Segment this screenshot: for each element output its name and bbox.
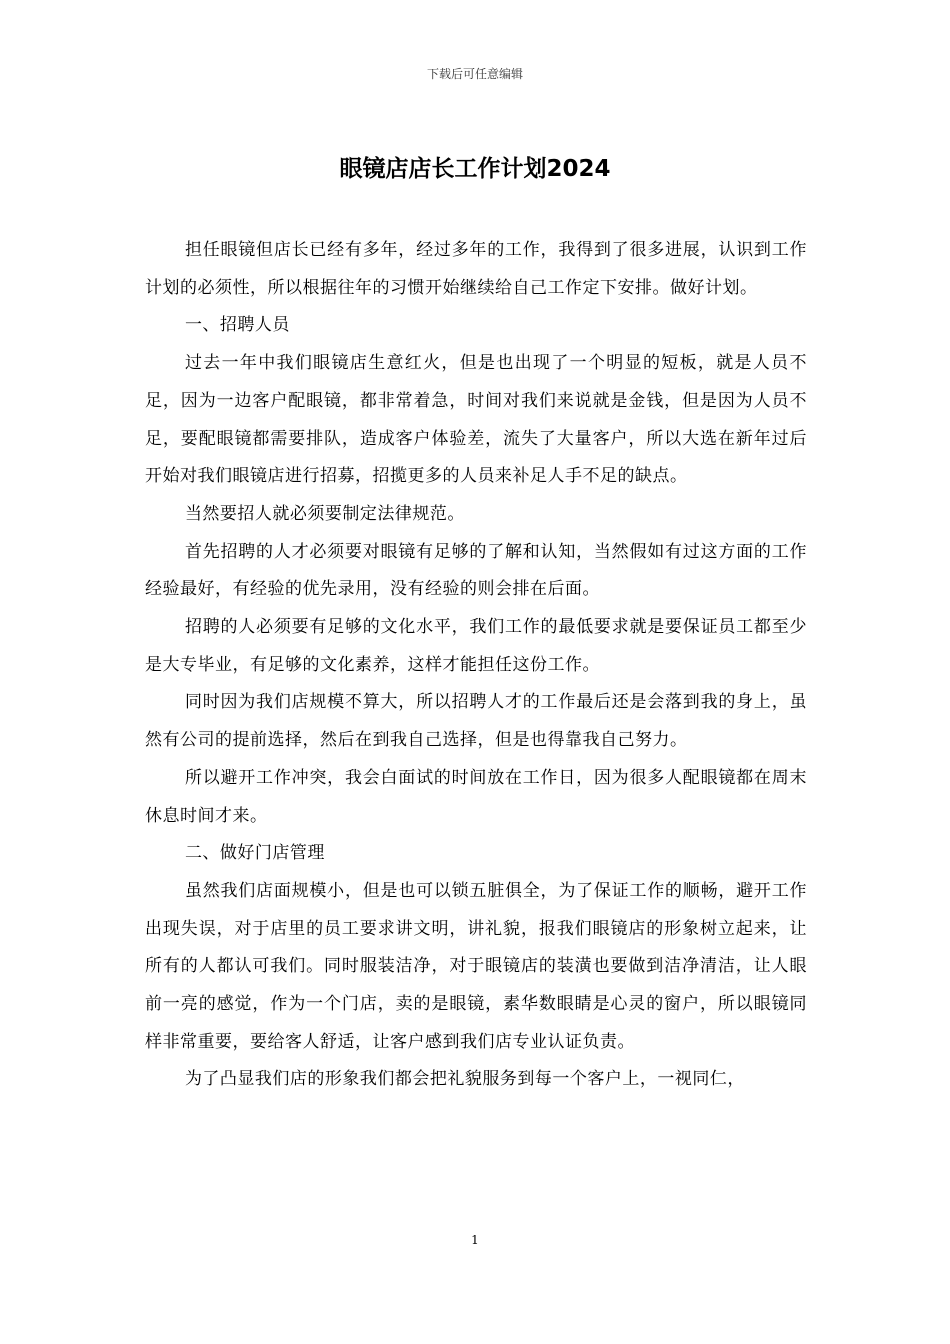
document-title: 眼镜店店长工作计划2024 (339, 156, 611, 182)
paragraph: 同时因为我们店规模不算大，所以招聘人才的工作最后还是会落到我的身上，虽然有公司的提前选择，然后在到我自己选择，但是也得靠我自己努力。 (145, 692, 807, 751)
paragraph-intro: 担任眼镜但店长已经有多年，经过多年的工作，我得到了很多进展，认识到工作计划的必须性，所以根据往年的习惯开始继续给自己工作定下安排。做好计划。 (145, 240, 807, 298)
paragraph: 虽然我们店面规模小，但是也可以锁五脏俱全，为了保证工作的顺畅，避开工作出现失误，对于店里的员工要求讲文明，讲礼貌，报我们眼镜店的形象树立起来，让所有的人都认可我们。同时服装洁净，对于眼镜店的装潢也要做到洁净清洁，让人眼前一亮的感觉，作为一个门店，卖的是眼镜，素华数眼睛是心灵的窗户，所以眼镜同样非常重要，要给客人舒适，让客户感到我们店专业认证负责。 (145, 880, 807, 1052)
paragraph: 为了凸显我们店的形象我们都会把礼貌服务到每一个客户上，一视同仁， (184, 1069, 745, 1090)
paragraph: 所以避开工作冲突，我会白面试的时间放在工作日，因为很多人配眼镜都在周末休息时间才来。 (145, 767, 807, 826)
section-heading-recruitment: 一、招聘人员 (184, 315, 290, 336)
document-body (145, 232, 807, 1099)
page-header-note: 下载后可任意编辑 (426, 67, 523, 81)
paragraph: 过去一年中我们眼镜店生意红火，但是也出现了一个明显的短板，就是人员不足，因为一边客户配眼镜，都非常着急，时间对我们来说就是金钱，但是因为人员不足，要配眼镜都需要排队，造成客户体验差，流失了大量客户，所以大选在新年过后开始对我们眼镜店进行招募，招揽更多的人员来补足人手不足的缺点。 (145, 353, 807, 487)
paragraph: 首先招聘的人才必须要对眼镜有足够的了解和认知，当然假如有过这方面的工作经验最好，有经验的优先录用，没有经验的则会排在后面。 (145, 541, 807, 600)
paragraph: 招聘的人必须要有足够的文化水平，我们工作的最低要求就是要保证员工都至少是大专毕业，有足够的文化素养，这样才能担任这份工作。 (145, 617, 807, 675)
page-number: 1 (471, 1233, 479, 1247)
section-heading-store-management: 二、做好门店管理 (184, 843, 325, 864)
paragraph: 当然要招人就必须要制定法律规范。 (184, 503, 465, 524)
